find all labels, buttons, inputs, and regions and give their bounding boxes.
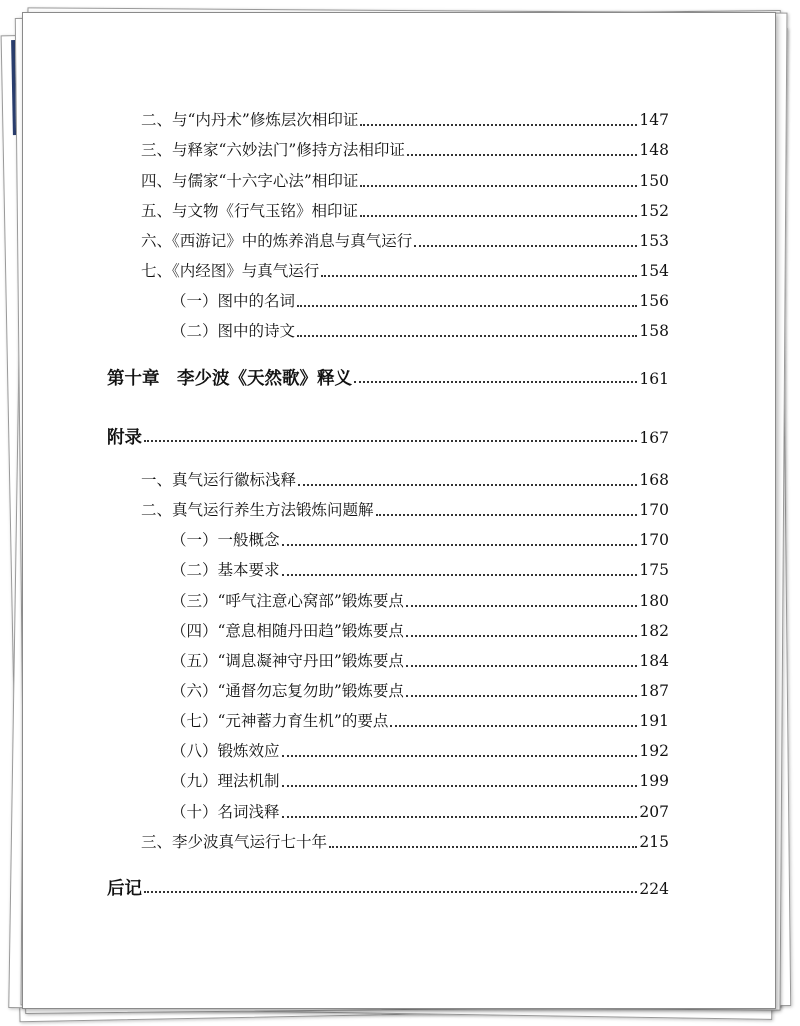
- toc-entry[interactable]: [23, 619, 775, 643]
- dot-leader: [329, 845, 637, 848]
- toc-entry[interactable]: [23, 679, 775, 703]
- dot-leader: [360, 123, 637, 126]
- toc-entry[interactable]: [23, 709, 775, 733]
- toc-entry[interactable]: [23, 830, 775, 854]
- dot-leader: [414, 244, 637, 247]
- toc-entry-title: 二、真气运行养生方法锻炼问题解: [141, 501, 374, 519]
- dot-leader: [144, 890, 637, 893]
- toc-entry[interactable]: [23, 138, 775, 162]
- toc-entry-title: （十）名词浅释: [171, 803, 280, 821]
- toc-entry-page: 161: [639, 370, 669, 388]
- toc-entry-page: 168: [639, 471, 669, 489]
- toc-entry[interactable]: [23, 589, 775, 613]
- dot-leader: [298, 483, 637, 486]
- toc-entry-title: （一）一般概念: [171, 531, 280, 549]
- toc-entry[interactable]: [23, 289, 775, 313]
- toc-entry-title: 五、与文物《行气玉铭》相印证: [141, 202, 359, 220]
- toc-entry-page: 153: [639, 232, 669, 250]
- toc-entry-page: 175: [639, 561, 669, 579]
- toc-entry-page: 180: [639, 592, 669, 610]
- toc-entry-title: 二、与“内丹术”修炼层次相印证: [141, 111, 359, 129]
- toc-entry-title: （四）“意息相随丹田趋”锻炼要点: [171, 622, 404, 640]
- toc-entry[interactable]: [23, 769, 775, 793]
- dot-leader: [406, 604, 638, 607]
- toc-entry-title: （一）图中的名词: [171, 292, 296, 310]
- toc-entry-page: 154: [639, 262, 669, 280]
- toc-entry-page: 158: [639, 322, 669, 340]
- toc-entry[interactable]: [23, 199, 775, 223]
- toc-entry-title: 七、《内经图》与真气运行: [141, 262, 320, 280]
- toc-entry[interactable]: [23, 800, 775, 824]
- toc-entry-page: 199: [639, 772, 669, 790]
- toc-entry-title: （八）锻炼效应: [171, 742, 280, 760]
- toc-entry-page: 191: [639, 712, 669, 730]
- toc-entry[interactable]: [23, 468, 775, 492]
- toc-chapter-entry[interactable]: [23, 875, 775, 899]
- dot-leader: [360, 214, 637, 217]
- toc-entry[interactable]: [23, 169, 775, 193]
- dot-leader: [390, 724, 637, 727]
- dot-leader: [406, 694, 638, 697]
- toc-entry-page: 215: [639, 833, 669, 851]
- toc-entry[interactable]: [23, 558, 775, 582]
- toc-entry[interactable]: [23, 528, 775, 552]
- toc-entry-page: 148: [639, 141, 669, 159]
- toc-entry-page: 192: [639, 742, 669, 760]
- toc-entry-page: 184: [639, 652, 669, 670]
- toc-entry-title: 一、真气运行徽标浅释: [141, 471, 297, 489]
- toc-entry-title: （五）“调息凝神守丹田”锻炼要点: [171, 652, 404, 670]
- toc-entry[interactable]: [23, 319, 775, 343]
- toc-entry-page: 170: [639, 501, 669, 519]
- toc-entry-page: 170: [639, 531, 669, 549]
- dot-leader: [282, 543, 638, 546]
- toc-entry[interactable]: [23, 739, 775, 763]
- dot-leader: [282, 754, 638, 757]
- toc-entry-title: （九）理法机制: [171, 772, 280, 790]
- dot-leader: [360, 184, 637, 187]
- toc-entry-page: 147: [639, 111, 669, 129]
- toc-entry[interactable]: [23, 229, 775, 253]
- toc-entry-title: 三、与释家“六妙法门”修持方法相印证: [141, 141, 405, 159]
- toc-entry[interactable]: [23, 108, 775, 132]
- toc-entry-page: 207: [639, 803, 669, 821]
- toc-entry-page: 152: [639, 202, 669, 220]
- toc-entry[interactable]: [23, 498, 775, 522]
- toc-entry-page: 150: [639, 172, 669, 190]
- toc-entry-title: （三）“呼气注意心窝部”锻炼要点: [171, 592, 404, 610]
- toc-entry-page: 182: [639, 622, 669, 640]
- toc-entry-title: 附录: [107, 428, 142, 448]
- dot-leader: [282, 815, 638, 818]
- toc-entry[interactable]: [23, 259, 775, 283]
- toc-entry-title: 三、李少波真气运行七十年: [141, 833, 328, 851]
- dot-leader: [321, 274, 637, 277]
- toc-chapter-entry[interactable]: [23, 365, 775, 389]
- toc-entry-title: 六、《西游记》中的炼养消息与真气运行: [141, 232, 413, 250]
- toc-entry-title: （七）“元神蓄力育生机”的要点: [171, 712, 389, 730]
- toc-entry-page: 156: [639, 292, 669, 310]
- dot-leader: [406, 664, 638, 667]
- toc-entry-title: 后记: [107, 879, 142, 899]
- toc-entry-title: （二）基本要求: [171, 561, 280, 579]
- dot-leader: [297, 304, 637, 307]
- dot-leader: [406, 634, 638, 637]
- dot-leader: [407, 153, 638, 156]
- toc-entry-page: 187: [639, 682, 669, 700]
- toc-chapter-entry[interactable]: [23, 424, 775, 448]
- toc-entry-title: 四、与儒家“十六字心法”相印证: [141, 172, 359, 190]
- toc-entry[interactable]: [23, 649, 775, 673]
- dot-leader: [282, 784, 638, 787]
- toc-entry-title: （六）“通督勿忘复勿助”锻炼要点: [171, 682, 404, 700]
- toc-entry-page: 167: [639, 429, 669, 447]
- dot-leader: [354, 380, 637, 383]
- dot-leader: [297, 334, 637, 337]
- dot-leader: [282, 573, 638, 576]
- toc-entry-page: 224: [639, 880, 669, 898]
- toc-entry-title: 第十章 李少波《天然歌》释义: [107, 369, 352, 389]
- dot-leader: [376, 513, 638, 516]
- toc-page: [22, 12, 776, 1009]
- dot-leader: [144, 439, 637, 442]
- toc-entry-title: （二）图中的诗文: [171, 322, 296, 340]
